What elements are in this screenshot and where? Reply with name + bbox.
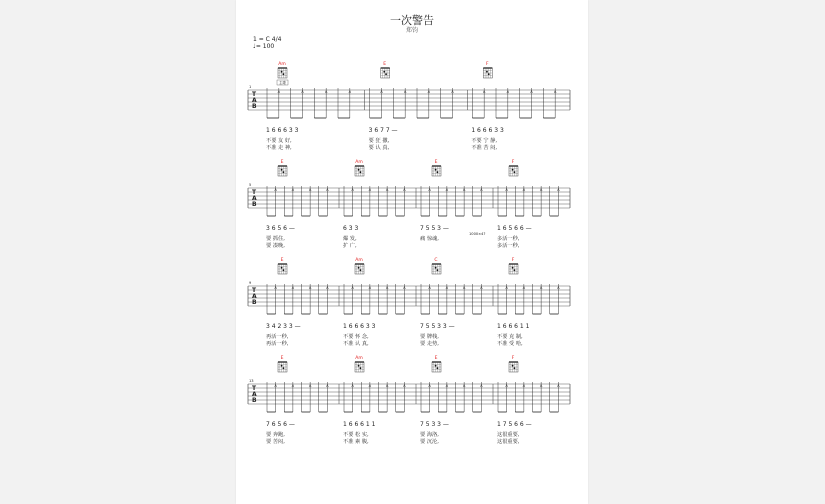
chord-finger-dot (437, 269, 439, 271)
lyric-line-2: 不准 走 神, (266, 145, 292, 151)
chord-finger-dot (437, 367, 439, 369)
chord-finger-dot (358, 169, 360, 171)
lyric-line-1: 痛 惊魂, (420, 236, 439, 242)
chord-finger-dot (283, 73, 285, 75)
chord-name: F (511, 160, 515, 165)
tab-clef-letter: T (252, 385, 257, 392)
chord-name: E (434, 356, 438, 361)
lyric-line-1: 不要 克 制, (497, 334, 523, 340)
chord-name: E (280, 160, 284, 165)
lyric-line-2: 要 认 真, (368, 145, 390, 151)
jianpu-notes: 1 6 5 6 6 — (497, 225, 532, 232)
chord-finger-dot (435, 267, 437, 269)
chord-name: Am (355, 356, 363, 361)
jianpu-notes: 1 6 6 6 3 3 (343, 323, 376, 330)
jianpu-notes: 1 6 6 6 3 3 (471, 127, 504, 134)
chord-finger-dot (514, 367, 516, 369)
score-page (236, 0, 588, 504)
tab-clef-letter: T (252, 287, 257, 294)
chord-finger-dot (512, 169, 514, 171)
tab-clef-letter: A (252, 391, 257, 398)
jianpu-notes: 7 5 5 3 3 — (420, 323, 455, 330)
chord-finger-dot (358, 267, 360, 269)
jianpu-notes: 1 6 6 6 1 1 (343, 421, 376, 428)
chord-name: F (511, 356, 515, 361)
tab-clef-letter: A (252, 195, 257, 202)
chord-name: Am (278, 62, 286, 67)
lyric-line-2: 不准 苦 闷, (471, 145, 498, 151)
chord-name: Am (355, 258, 363, 263)
tab-score (236, 0, 588, 504)
chord-finger-dot (383, 71, 385, 73)
tab-clef-letter: B (252, 201, 257, 208)
tempo-marking: ♩= 100 (253, 43, 275, 50)
jianpu-notes: 3 6 5 6 — (266, 225, 295, 232)
lyric-line-2: 不准 认 真, (343, 341, 369, 347)
jianpu-notes: 1 6 6 6 1 1 (497, 323, 530, 330)
jianpu-notes: 3 6 7 7 — (368, 127, 398, 134)
lyric-line-1: 不要 友 好, (266, 138, 292, 144)
jianpu-notes: 7 5 3 3 — (420, 421, 449, 428)
chord-finger-dot (283, 367, 285, 369)
tab-clef-letter: A (252, 293, 257, 300)
annotation-note: 1000×4? (469, 232, 486, 236)
chord-name: F (486, 62, 489, 67)
chord-finger-dot (514, 171, 516, 173)
lyric-line-2: 不准 素 腹, (343, 439, 369, 445)
chord-finger-dot (512, 267, 514, 269)
chord-name: E (383, 62, 387, 67)
chord-finger-dot (385, 73, 387, 75)
chord-finger-dot (512, 365, 514, 367)
lyric-line-1: 要 海洛, (420, 432, 439, 438)
jianpu-notes: 3 4 2 3 3 — (266, 323, 301, 330)
lyric-line-1: 爆 发, (343, 236, 357, 242)
lyric-line-1: 不要 松 实, (343, 432, 369, 438)
lyric-line-1: 要 狂 撒, (368, 138, 390, 144)
section-label: 主歌 (278, 80, 287, 85)
row-number: 13 (249, 379, 254, 383)
chord-name: E (434, 160, 438, 165)
chord-finger-dot (488, 73, 490, 75)
lyric-line-2: 要 凑晚, (266, 243, 285, 249)
chord-name: E (280, 258, 284, 263)
chord-finger-dot (435, 169, 437, 171)
chord-finger-dot (281, 267, 283, 269)
chord-finger-dot (283, 269, 285, 271)
tab-clef-letter: T (252, 91, 257, 98)
chord-name: E (280, 356, 284, 361)
lyric-line-2: 要 沉沦, (420, 439, 439, 445)
chord-name: C (434, 258, 438, 263)
row-number: 5 (249, 183, 252, 187)
chord-name: Am (355, 160, 363, 165)
lyric-line-2: 多活一秒, (497, 243, 520, 249)
lyric-line-1: 多活一秒, (497, 236, 520, 242)
chord-finger-dot (486, 71, 488, 73)
lyric-line-1: 不要 怀 念, (343, 334, 369, 340)
chord-name: F (511, 258, 515, 263)
lyric-line-2: 要 走势, (420, 341, 439, 347)
lyric-line-2: 要 苦闷, (266, 439, 285, 445)
tab-clef-letter: A (252, 97, 257, 104)
jianpu-notes: 7 6 5 6 — (266, 421, 295, 428)
lyric-line-1: 再活一秒, (266, 334, 289, 340)
lyric-line-1: 要 牌栈, (420, 334, 439, 340)
tab-clef-letter: T (252, 189, 257, 196)
lyric-line-1: 要 奔跑, (266, 432, 285, 438)
chord-finger-dot (437, 171, 439, 173)
song-title: 一次警告 (390, 14, 434, 27)
lyric-line-2: 扩 广, (343, 243, 357, 249)
chord-finger-dot (358, 365, 360, 367)
tab-clef-letter: B (252, 299, 257, 306)
lyric-line-2: 不准 受 哈, (497, 341, 523, 347)
song-artist: 郑钧 (405, 27, 418, 34)
chord-finger-dot (281, 71, 283, 73)
chord-finger-dot (360, 269, 362, 271)
jianpu-notes: 1 6 6 6 3 3 (266, 127, 299, 134)
chord-finger-dot (435, 365, 437, 367)
row-number: 9 (249, 281, 252, 285)
tab-clef-letter: B (252, 103, 257, 110)
chord-finger-dot (283, 171, 285, 173)
key-time-signature: 1 = C 4/4 (253, 36, 282, 43)
lyric-line-1: 这很重要, (497, 432, 520, 438)
chord-finger-dot (281, 169, 283, 171)
tab-clef-letter: B (252, 397, 257, 404)
row-number: 1 (249, 85, 252, 89)
lyric-line-2: 再活一秒, (266, 341, 289, 347)
chord-finger-dot (514, 269, 516, 271)
jianpu-notes: 7 5 5 3 — (420, 225, 449, 232)
lyric-line-1: 要 抓住, (266, 236, 285, 242)
chord-finger-dot (281, 365, 283, 367)
lyric-line-1: 不要 宁 静, (471, 138, 498, 144)
jianpu-notes: 1 7 5 6 6 — (497, 421, 532, 428)
chord-finger-dot (360, 171, 362, 173)
lyric-line-2: 这很重要, (497, 439, 520, 445)
jianpu-notes: 6 3 3 (343, 225, 359, 232)
chord-finger-dot (360, 367, 362, 369)
